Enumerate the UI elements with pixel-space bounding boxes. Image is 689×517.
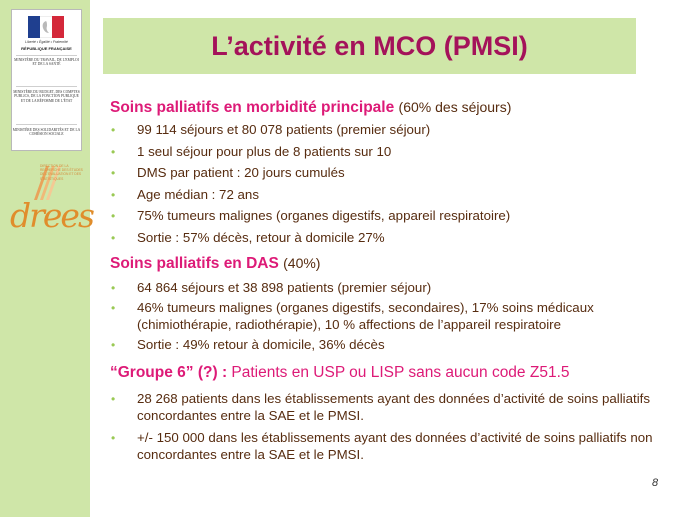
list-item: • 75% tumeurs malignes (organes digestifs, appareil respiratoire) (111, 208, 511, 224)
divider (16, 124, 77, 125)
page-number: 8 (652, 477, 659, 489)
list-item: • 1 seul séjour pour plus de 8 patients sur 10 (111, 143, 392, 159)
divider (16, 86, 77, 87)
drees-logo (10, 164, 93, 239)
list-item: • DMS par patient : 20 jours cumulés (111, 165, 345, 181)
bullet-icon: • (111, 230, 116, 245)
list-item: • 99 114 séjours et 80 078 patients (premier séjour) (111, 122, 431, 137)
bullet-list-das (110, 280, 676, 354)
bullet-list-principale (110, 122, 676, 247)
heading-text: “Groupe 6” (?) : (110, 363, 228, 381)
flag-icon (28, 16, 64, 38)
ministry-label-travail: MINISTÈRE DU TRAVAIL, DE L'EMPLOI ET DE LA SANTÉ (14, 58, 79, 67)
heading-suffix: (40%) (283, 254, 321, 271)
bullet-icon: • (111, 338, 116, 353)
bullet-icon: • (111, 144, 116, 159)
bullet-icon: • (111, 280, 116, 295)
bullet-icon: • (111, 301, 116, 316)
slide-title: L’activité en MCO (PMSI) (211, 31, 528, 61)
motto: Liberté • Égalité • Fraternité (25, 40, 68, 44)
section-heading-principale (110, 97, 676, 118)
bullet-icon: • (111, 209, 116, 224)
list-item: • Sortie : 49% retour à domicile, 36% décès (111, 337, 385, 353)
list-item: • +/- 150 000 dans les établissements ayant des données d’activité de soins palliatifs non concordantes entre la SAE et le PMSI. (111, 430, 653, 462)
list-item: • 64 864 séjours et 38 898 patients (premier séjour) (111, 279, 432, 295)
republique-francaise-label: RÉPUBLIQUE FRANÇAISE (21, 46, 72, 51)
bullet-icon: • (111, 166, 116, 181)
ministry-label-budget: MINISTÈRE DU BUDGET, DES COMPTES PUBLICS, DE LA FONCTION PUBLIQUE ET DE LA RÉFORME DE L'ÉTAT (13, 90, 80, 103)
list-item: • 28 268 patients dans les établissements ayant des données d’activité de soins palliatifs concordantes entre la SAE et le PMSI. (111, 390, 650, 423)
section-heading-das (110, 253, 676, 274)
list-item: • Age médian : 72 ans (111, 186, 259, 202)
list-item: • 46% tumeurs malignes (organes digestifs, secondaires), 17% soins médicaux (chimiothérapie, radiothérapie), 10 % affections de l’appareil respiratoire (111, 300, 594, 332)
heading-suffix: (60% des séjours) (398, 99, 512, 115)
drees-tagline: DIRECTION DE LA RECHERCHE DES ÉTUDES DE L'ÉVALUATION ET DES STATISTIQUES (40, 164, 83, 181)
bullet-icon: • (111, 391, 116, 406)
bullet-icon: • (111, 431, 116, 446)
section-heading-groupe6 (110, 363, 676, 383)
heading-text: Soins palliatifs en morbidité principale (110, 99, 395, 116)
ministry-label-solidarites: MINISTÈRE DES SOLIDARITÉS ET DE LA COHÉSION SOCIALE (12, 128, 81, 137)
sidebar (0, 0, 93, 517)
title-bar (103, 18, 636, 74)
slide-content (110, 97, 676, 463)
bullet-icon: • (111, 187, 116, 202)
list-item: • Sortie : 57% décès, retour à domicile 27% (111, 229, 385, 245)
bullet-icon: • (111, 123, 116, 137)
divider (16, 55, 77, 56)
heading-text: Soins palliatifs en DAS (110, 254, 279, 272)
drees-wordmark: drees (10, 196, 93, 235)
ministry-logo (11, 9, 82, 151)
bullet-list-groupe6 (110, 391, 676, 463)
heading-suffix: Patients en USP ou LISP sans aucun code Z51.5 (231, 363, 570, 381)
